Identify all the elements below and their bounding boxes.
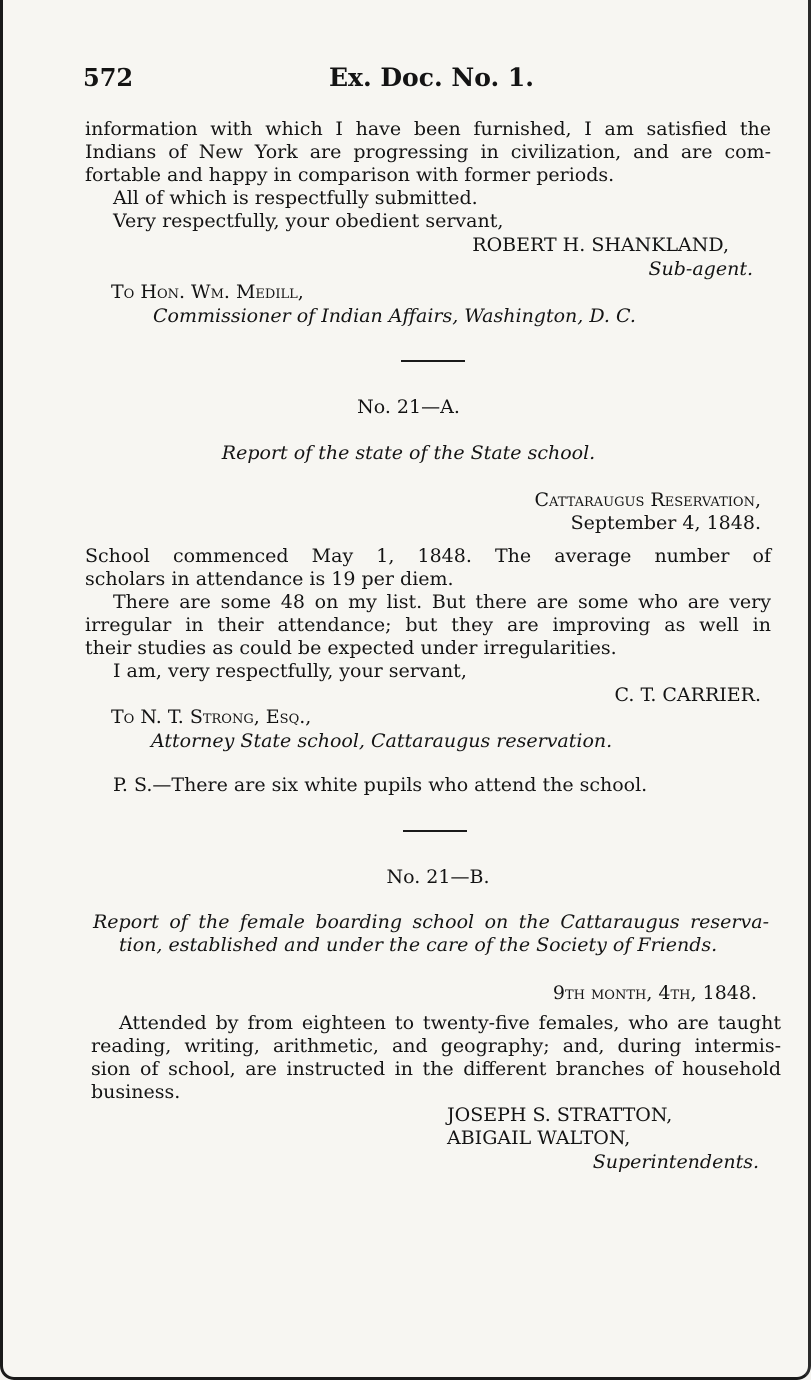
body-line: There are some 48 on my list. But there are some who are very xyxy=(113,591,771,613)
body-line: Indians of New York are progressing in civilization, and are com- xyxy=(85,141,771,163)
letter-date: September 4, 1848. xyxy=(570,512,761,534)
page-number: 572 xyxy=(83,63,134,92)
body-line: School commenced May 1, 1848. The average number of xyxy=(85,545,771,567)
postscript: P. S.—There are six white pupils who attend the school. xyxy=(113,774,648,796)
section-divider xyxy=(401,360,465,362)
body-line: business. xyxy=(91,1081,181,1103)
page-header-title: Ex. Doc. No. 1. xyxy=(329,63,534,92)
closing-line: Very respectfully, your obedient servant, xyxy=(113,210,504,232)
body-line: Attended by from eighteen to twenty-five females, who are taught xyxy=(119,1012,781,1034)
signer-title: Superintendents. xyxy=(592,1151,759,1173)
closing-line: I am, very respectfully, your servant, xyxy=(113,660,467,682)
signature-title: Sub-agent. xyxy=(648,258,753,280)
signature-name: C. T. CARRIER. xyxy=(614,684,761,706)
section-subtitle: Report of the female boarding school on the Cattaraugus reserva- xyxy=(93,911,769,933)
signer-name: ABIGAIL WALTON, xyxy=(447,1127,631,1149)
body-line: irregular in their attendance; but they are improving as well in xyxy=(85,614,771,636)
body-line: information with which I have been furnished, I am satisfied the xyxy=(85,118,771,140)
letter-date: 9th month, 4th, 1848. xyxy=(552,982,757,1004)
section-heading: No. 21—A. xyxy=(357,396,460,418)
section-subtitle: tion, established and under the care of the Society of Friends. xyxy=(119,934,718,956)
signer-name: JOSEPH S. STRATTON, xyxy=(447,1104,673,1126)
addressee-office: Commissioner of Indian Affairs, Washington, D. C. xyxy=(153,305,636,327)
signature-name: ROBERT H. SHANKLAND, xyxy=(472,234,729,256)
letter-place: Cattaraugus Reservation, xyxy=(534,489,761,511)
addressee-line: To Hon. Wm. Medill, xyxy=(111,281,304,303)
body-line: fortable and happy in comparison with former periods. xyxy=(85,164,615,186)
body-line: sion of school, are instructed in the different branches of household xyxy=(91,1058,781,1080)
section-divider xyxy=(403,830,467,832)
submitted-line: All of which is respectfully submitted. xyxy=(113,187,478,209)
body-line: their studies as could be expected under irregularities. xyxy=(85,637,617,659)
body-line: scholars in attendance is 19 per diem. xyxy=(85,568,454,590)
body-line: reading, writing, arithmetic, and geography; and, during intermis- xyxy=(91,1035,781,1057)
section-subtitle: Report of the state of the State school. xyxy=(221,442,596,464)
section-heading: No. 21—B. xyxy=(386,866,490,888)
addressee-office: Attorney State school, Cattaraugus reservation. xyxy=(151,730,613,752)
addressee-line: To N. T. Strong, Esq., xyxy=(111,706,312,728)
